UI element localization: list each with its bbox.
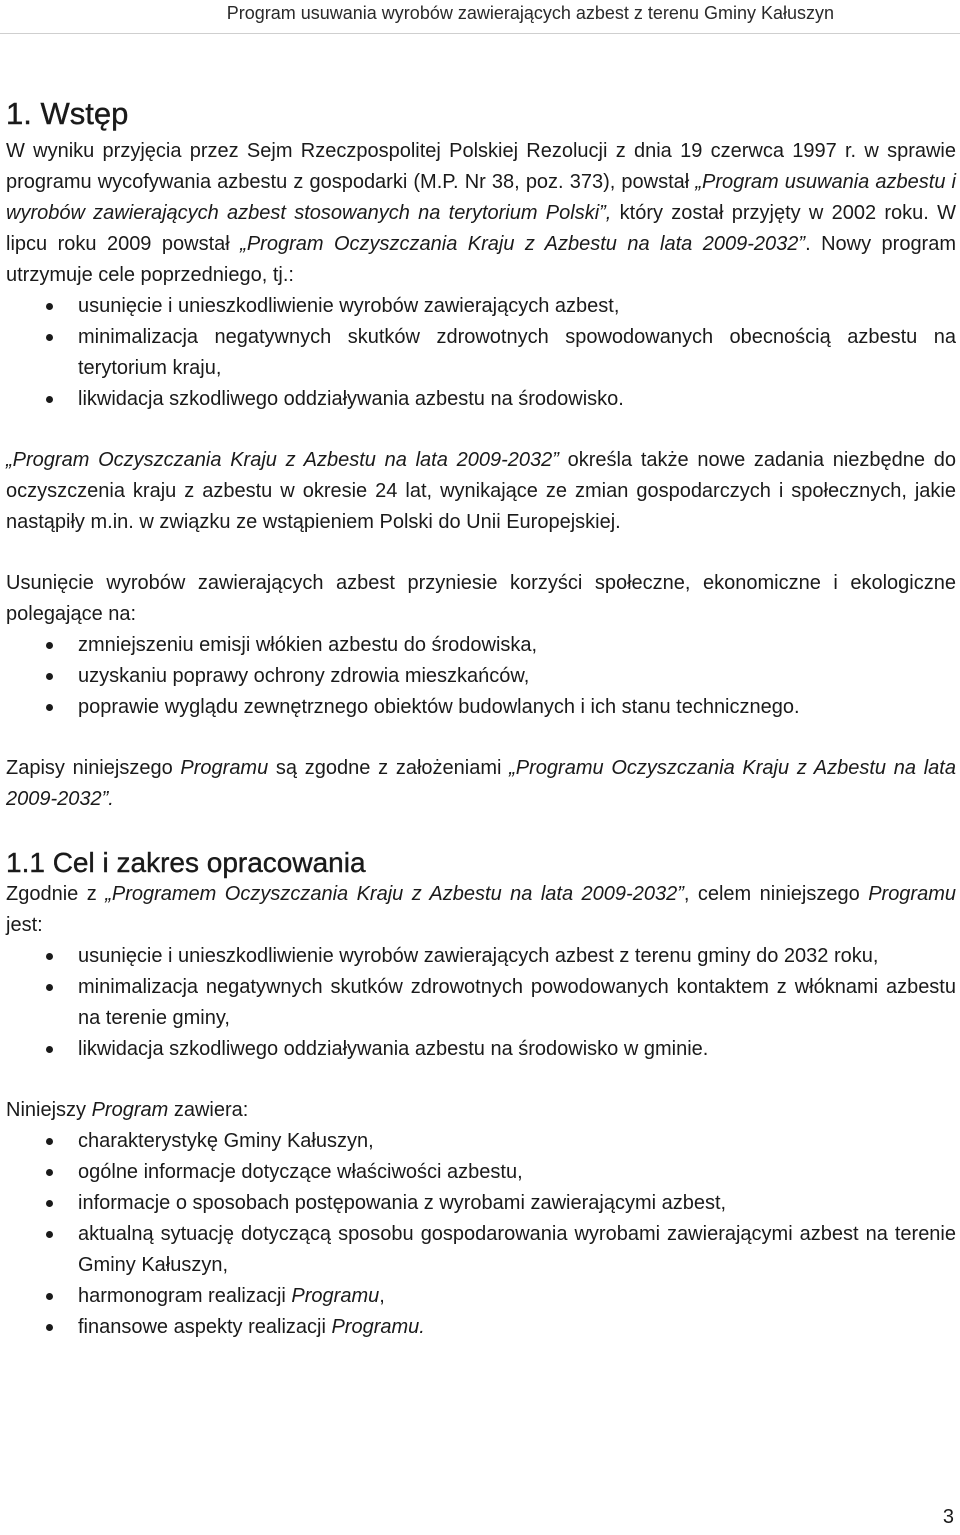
intro-program-title-1: „Program usuwania azbestu i wyrobów zawierających azbest stosowanych na terytorium Polski”, xyxy=(6,171,957,224)
intro-paragraph xyxy=(6,136,956,291)
intro-text-1: W wyniku przyjęcia przez Sejm Rzeczpospolitej Polskiej Rezolucji z dnia 19 czerwca 1997 r. w sprawie programu wycofywania azbestu z gospodarki (M.P. Nr 38, poz. 373), powstał xyxy=(6,140,956,193)
intro-text-2: który został przyjęty w 2002 roku. W lipcu roku 2009 powstał xyxy=(6,202,956,255)
aims-paragraph xyxy=(6,879,956,941)
list-item: usunięcie i unieszkodliwienie wyrobów zawierających azbest, xyxy=(78,291,956,322)
compliance-program-title: „Programu Oczyszczania Kraju z Azbestu na lata 2009-2032”. xyxy=(6,757,956,810)
list-item: likwidacja szkodliwego oddziaływania azbestu na środowisko w gminie. xyxy=(78,1034,956,1065)
list-item: uzyskaniu poprawy ochrony zdrowia mieszkańców, xyxy=(78,661,956,692)
section-heading-scope: 1.1 Cel i zakres opracowania xyxy=(6,847,366,878)
contents-paragraph xyxy=(6,1095,956,1126)
program-tasks-paragraph xyxy=(6,445,956,538)
aims-text-1: Zgodnie z xyxy=(6,883,106,905)
finance-program-word: Programu. xyxy=(331,1316,425,1338)
spacer xyxy=(6,815,956,841)
contents-list xyxy=(6,1126,956,1343)
program-tasks-text: określa także nowe zadania niezbędne do oczyszczenia kraju z azbestu w okresie 24 lat, wynikające ze zmian gospodarczych i społecznych, jakie nastąpiły m.in. w związku ze wstąpieniem Polski do Unii Europejskiej. xyxy=(6,449,957,533)
list-item: minimalizacja negatywnych skutków zdrowotnych spowodowanych obecnością azbestu na terytorium kraju, xyxy=(78,322,956,384)
schedule-comma: , xyxy=(379,1285,385,1307)
compliance-text-2: są zgodne z założeniami xyxy=(268,757,510,779)
page-content xyxy=(6,92,956,1343)
aims-text-3: jest: xyxy=(6,914,43,936)
contents-text-2: zawiera: xyxy=(168,1099,249,1121)
compliance-paragraph xyxy=(6,753,956,815)
aims-program-title: „Programem Oczyszczania Kraju z Azbestu na lata 2009-2032” xyxy=(105,883,684,905)
list-item xyxy=(78,1281,956,1312)
list-item: likwidacja szkodliwego oddziaływania azbestu na środowisko. xyxy=(78,384,956,415)
contents-program-word: Program xyxy=(91,1099,169,1121)
schedule-text: harmonogram realizacji xyxy=(78,1285,292,1307)
list-item: informacje o sposobach postępowania z wyrobami zawierającymi azbest, xyxy=(78,1188,956,1219)
contents-text-1: Niniejszy xyxy=(6,1099,92,1121)
program-goals-list xyxy=(6,291,956,415)
list-item: ogólne informacje dotyczące właściwości azbestu, xyxy=(78,1157,956,1188)
list-item: minimalizacja negatywnych skutków zdrowotnych powodowanych kontaktem z włóknami azbestu na terenie gminy, xyxy=(78,972,956,1034)
list-item: aktualną sytuację dotyczącą sposobu gospodarowania wyrobami zawierającymi azbest na terenie Gminy Kałuszyn, xyxy=(78,1219,956,1281)
spacer xyxy=(6,415,956,445)
running-header: Program usuwania wyrobów zawierających azbest z terenu Gminy Kałuszyn xyxy=(226,3,834,23)
finance-text: finansowe aspekty realizacji xyxy=(78,1316,332,1338)
program-tasks-title: „Program Oczyszczania Kraju z Azbestu na lata 2009-2032” xyxy=(6,449,559,471)
spacer xyxy=(6,723,956,753)
compliance-program-word: Programu xyxy=(180,757,269,779)
list-item: usunięcie i unieszkodliwienie wyrobów zawierających azbest z terenu gminy do 2032 roku, xyxy=(78,941,956,972)
list-item: zmniejszeniu emisji włókien azbestu do środowiska, xyxy=(78,630,956,661)
intro-text-3: . Nowy program utrzymuje cele poprzedniego, tj.: xyxy=(6,233,957,286)
benefits-list xyxy=(6,630,956,723)
schedule-program-word: Programu xyxy=(291,1285,380,1307)
aims-list xyxy=(6,941,956,1065)
list-item: poprawie wyglądu zewnętrznego obiektów budowlanych i ich stanu technicznego. xyxy=(78,692,956,723)
page-number: 3 xyxy=(942,1506,954,1528)
intro-program-title-2: „Program Oczyszczania Kraju z Azbestu na lata 2009-2032” xyxy=(240,233,806,255)
section-heading-introduction: 1. Wstęp xyxy=(6,96,129,131)
compliance-text-1: Zapisy niniejszego xyxy=(6,757,181,779)
list-item xyxy=(78,1312,956,1343)
spacer xyxy=(6,538,956,568)
aims-text-2: , celem niniejszego xyxy=(683,883,869,905)
list-item: charakterystykę Gminy Kałuszyn, xyxy=(78,1126,956,1157)
header-divider xyxy=(0,33,960,34)
benefits-paragraph: Usunięcie wyrobów zawierających azbest przyniesie korzyści społeczne, ekonomiczne i ekologiczne polegające na: xyxy=(6,572,956,625)
aims-program-word: Programu xyxy=(868,883,956,905)
spacer xyxy=(6,1065,956,1095)
